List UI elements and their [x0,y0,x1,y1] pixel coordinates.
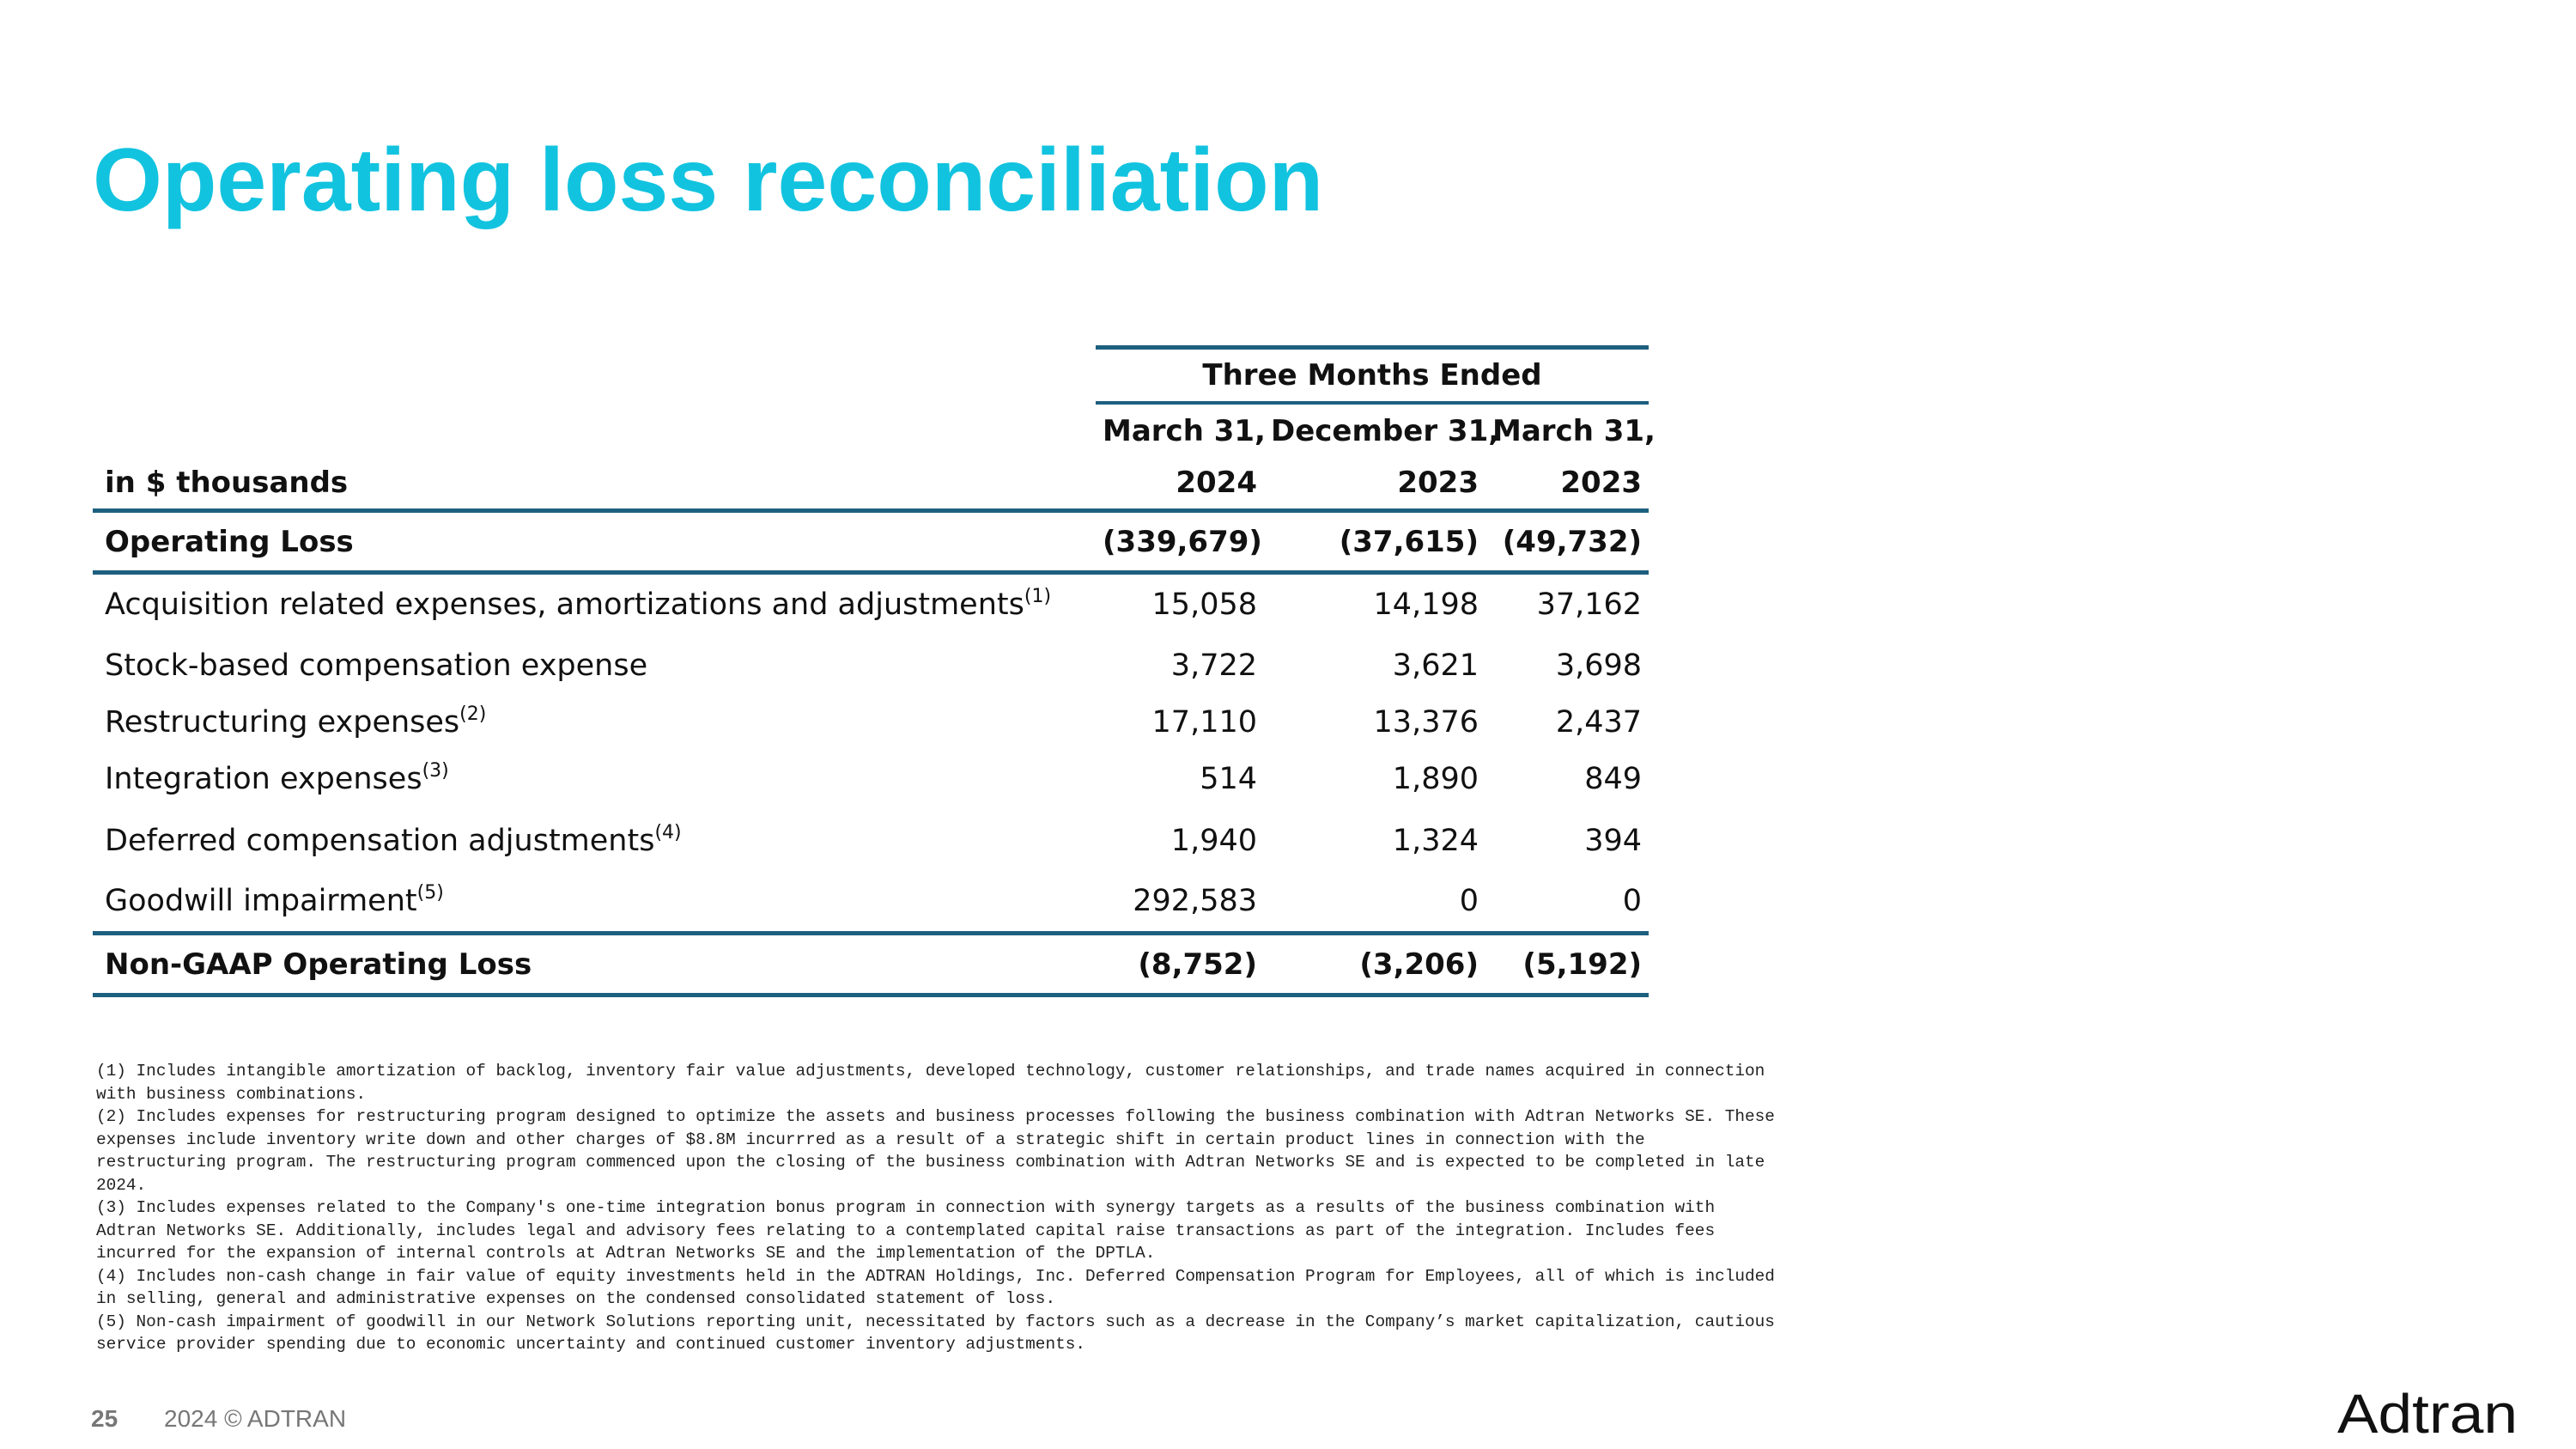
footnote-ref: (5) [416,882,444,904]
row-label: Goodwill impairment [105,884,417,919]
table-row [93,748,1649,810]
table-row [93,697,1649,748]
row-value: 0 [1622,884,1643,919]
row-value: 3,621 [1392,648,1479,683]
column-header-date: December 31, [1271,413,1500,448]
row-value: 2,437 [1555,704,1643,740]
row-value: 292,583 [1133,884,1257,919]
non-gaap-row [93,934,1649,995]
row-label: Integration expenses [105,761,422,796]
table-row [93,573,1649,635]
row-value: 0 [1459,884,1479,919]
row-value: 37,162 [1536,587,1643,622]
footnote: (2) Includes expenses for restructuring program designed to optimize the assets and business processes following the business combination with Adtran Networks SE. These expenses include inventory write down and other charges of $8.8M incurrred as a result of a strategic shift in certain product lines in connection with the restructuring program. The restructuring program commenced upon the closing of the business combination with Adtran Networks SE and is expected to be completed in late 2024. [96,1107,1775,1195]
row-label-cell [93,697,1096,748]
row-value: 394 [1584,823,1643,858]
unit-label: in $ thousands [105,466,349,501]
footnote: (1) Includes intangible amortization of backlog, inventory fair value adjustments, developed technology, customer relationships, and trade names acquired in connection with business combinations. [96,1062,1765,1104]
row-value: 1,890 [1392,761,1479,796]
table-row [93,810,1649,872]
page-title: Operating loss reconciliation [93,131,1324,230]
row-label: Deferred compensation adjustments [105,823,655,858]
footnote-ref: (4) [654,821,682,843]
row-value: (49,732) [1485,511,1649,573]
row-value: (37,615) [1264,511,1485,573]
row-label-cell [93,748,1096,810]
copyright: 2024 © ADTRAN [164,1405,347,1432]
column-year-row [93,458,1649,511]
column-header-year: 2023 [1397,466,1479,501]
column-header-date: March 31, [1492,413,1656,448]
page-number: 25 [91,1405,118,1432]
row-value: 3,698 [1555,648,1643,683]
row-value: 15,058 [1151,587,1257,622]
row-label: Restructuring expenses [105,704,460,740]
adtran-logo [2336,1383,2519,1443]
row-label-cell [93,872,1096,934]
group-header-row [93,348,1649,403]
row-label: Stock-based compensation expense [105,648,648,683]
row-value: 13,376 [1373,704,1479,740]
row-value: (3,206) [1264,934,1485,995]
row-label: Acquisition related expenses, amortizations and adjustments [105,587,1024,622]
row-label: Non-GAAP Operating Loss [93,934,1096,995]
footnote-ref: (1) [1024,585,1052,607]
row-value: 17,110 [1151,704,1257,740]
table-row [93,635,1649,697]
adtran-logo-text: Adtran [2337,1383,2518,1443]
row-label-cell [93,573,1096,635]
footnote: (4) Includes non-cash change in fair value of equity investments held in the ADTRAN Holdings, Inc. Deferred Compensation Program for Employees, all of which is included in selling, general and administrative expenses on the condensed consolidated statement of loss. [96,1266,1775,1308]
column-header-row [93,403,1649,458]
column-header-year: 2023 [1560,466,1643,501]
footnote-ref: (2) [459,703,487,725]
row-value: 514 [1200,761,1257,796]
row-value: (8,752) [1096,934,1264,995]
table-row [93,872,1649,934]
row-label: Operating Loss [93,511,1096,573]
footnote-ref: (3) [422,759,449,782]
footnotes [96,1060,1779,1356]
reconciliation-table [93,345,1656,997]
group-header: Three Months Ended [1096,348,1649,403]
row-value: 3,722 [1170,648,1257,683]
row-label-cell [93,810,1096,872]
row-value: 849 [1584,761,1643,796]
row-value: (5,192) [1485,934,1649,995]
footnote: (3) Includes expenses related to the Company's one-time integration bonus program in connection with synergy targets as a results of the business combination with Adtran Networks SE. Additionally, includes legal and advisory fees relating to a contemplated capital raise transactions as part of the integration. Includes fees incurred for the expansion of internal controls at Adtran Networks SE and the implementation of the DPTLA. [96,1198,1716,1263]
row-value: 14,198 [1373,587,1479,622]
row-value: 1,940 [1170,823,1257,858]
column-header-year: 2024 [1176,466,1257,501]
row-label-cell [93,635,1096,697]
row-value: (339,679) [1096,511,1264,573]
operating-loss-row [93,511,1649,573]
footnote: (5) Non-cash impairment of goodwill in our Network Solutions reporting unit, necessitated by factors such as a decrease in the Company’s market capitalization, cautious service provider spending due to economic uncertainty and continued customer inventory adjustments. [96,1312,1775,1354]
column-header-date: March 31, [1103,413,1266,448]
row-value: 1,324 [1392,823,1479,858]
